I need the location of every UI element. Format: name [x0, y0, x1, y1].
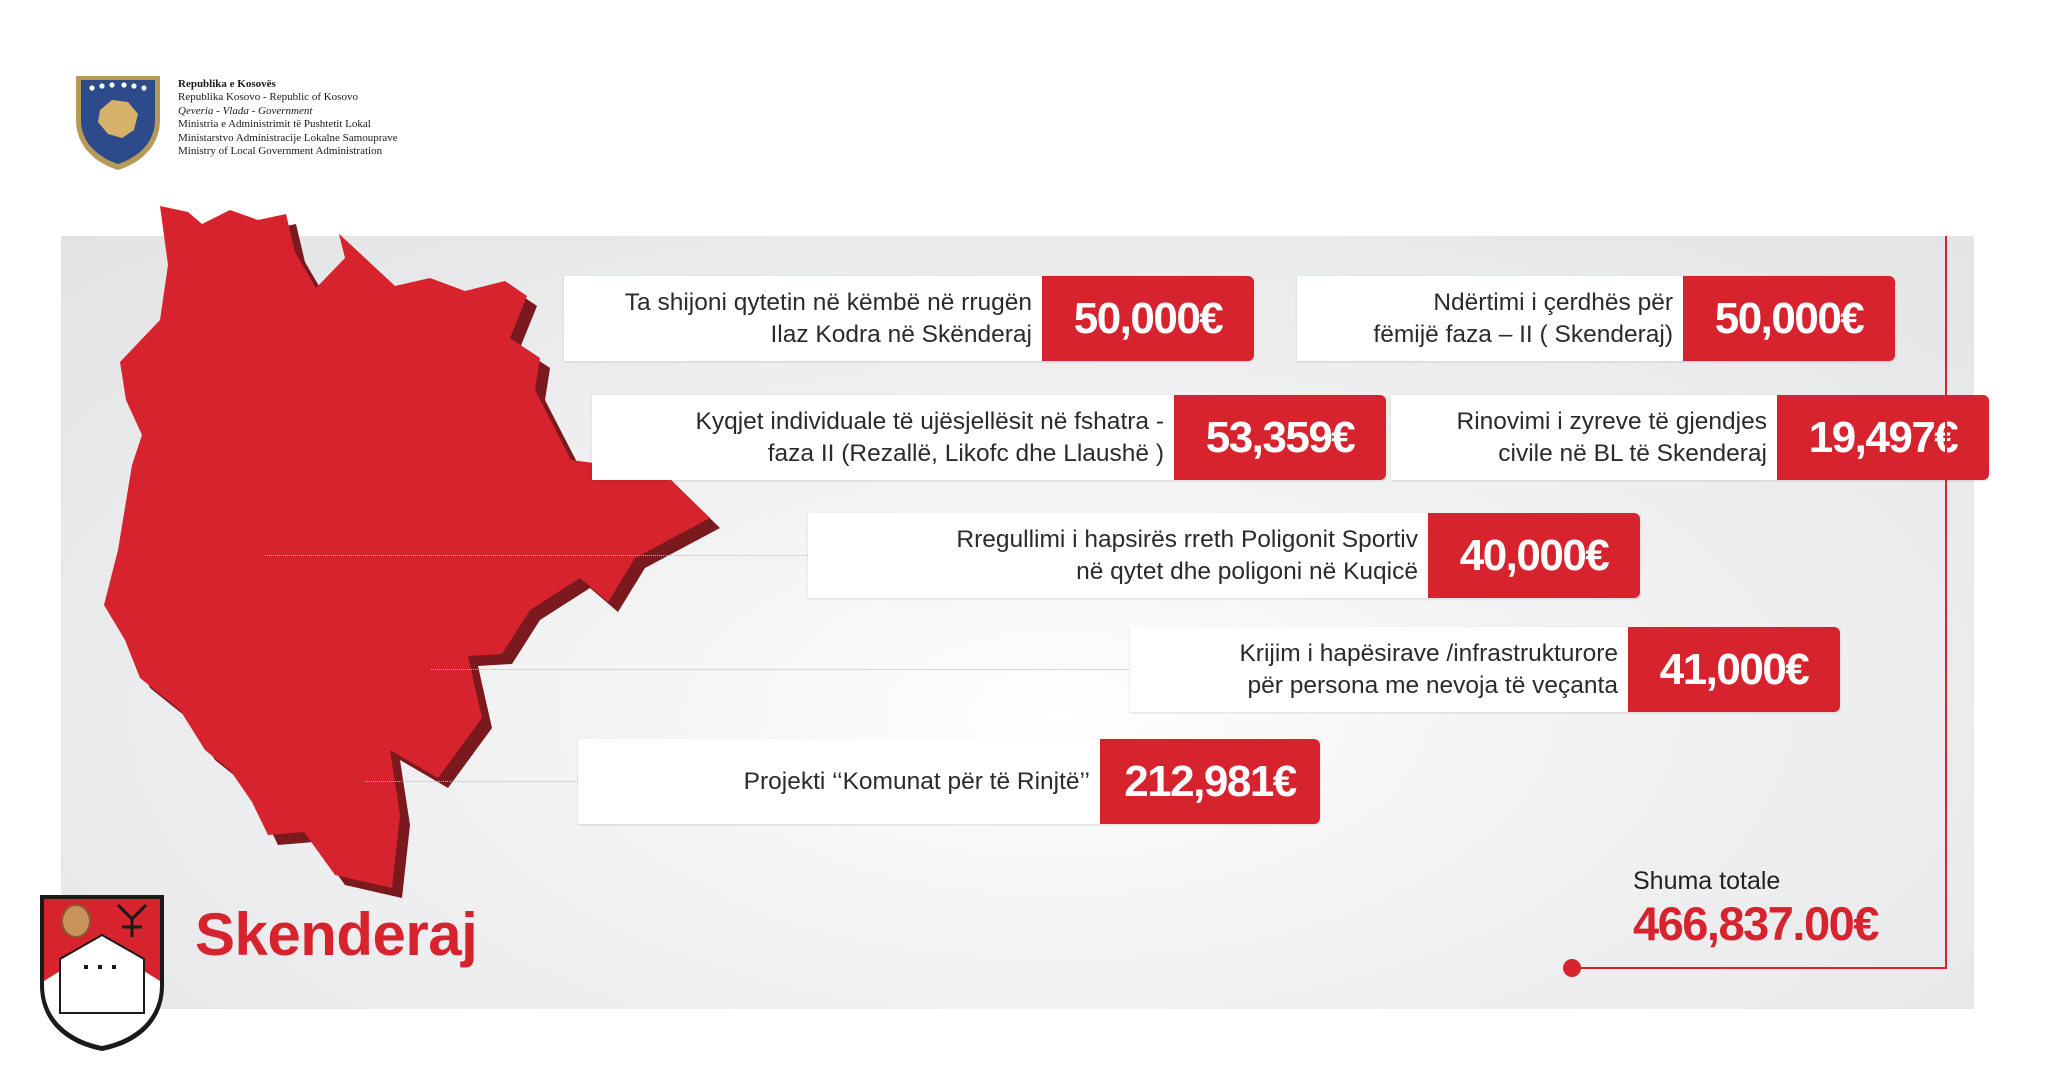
project-amount: 19,497€ [1777, 395, 1989, 480]
project-item [564, 276, 1254, 361]
total-label: Shuma totale [1633, 867, 1781, 895]
gov-line: Ministria e Administrimit të Pushtetit Lokal [178, 118, 371, 131]
project-amount: 50,000€ [1042, 276, 1254, 361]
project-text-line: civile në BL të Skenderaj [1498, 439, 1767, 467]
project-text-line: për persona me nevoja të veçanta [1247, 671, 1618, 699]
project-description [564, 276, 1042, 361]
gov-line: Qeveria - Vlada - Government [178, 104, 313, 117]
project-text-line: Rregullimi i hapsirës rreth Poligonit Sportiv [956, 525, 1418, 553]
project-item [1297, 276, 1895, 361]
project-item [808, 513, 1640, 598]
project-text-line: fëmijë faza – II ( Skenderaj) [1373, 320, 1673, 348]
connector-dot [359, 779, 364, 784]
project-description [1130, 627, 1628, 712]
gov-line: Republika Kosovo - Republic of Kosovo [178, 91, 358, 104]
gov-line: Ministarstvo Administracije Lokalne Samouprave [178, 131, 398, 144]
project-text-line: Kyqjet individuale të ujësjellësit në fshatra - [695, 407, 1164, 435]
project-description [1297, 276, 1683, 361]
project-description [808, 513, 1428, 598]
project-text-line: Krijim i hapësirave /infrastrukturore [1239, 639, 1618, 667]
project-amount: 212,981€ [1100, 739, 1320, 824]
project-text-line: faza II (Rezallë, Likofc dhe Llaushë ) [767, 439, 1164, 467]
connector-dot [259, 553, 264, 558]
connector-line [262, 555, 808, 556]
project-amount: 41,000€ [1628, 627, 1840, 712]
project-amount: 50,000€ [1683, 276, 1895, 361]
gov-line: Republika e Kosovës [178, 78, 276, 90]
project-text-line: në qytet dhe poligoni në Kuqicë [1076, 557, 1418, 585]
project-description [578, 739, 1100, 824]
project-text-line: Projekti ‘‘Komunat për të Rinjtë’’ [743, 767, 1090, 795]
total-value: 466,837.00€ [1633, 897, 1878, 950]
project-item [592, 395, 1386, 480]
connector-line [428, 669, 1130, 670]
project-description [1391, 395, 1777, 480]
project-amount: 40,000€ [1428, 513, 1640, 598]
project-item [578, 739, 1320, 824]
project-item [1130, 627, 1840, 712]
gov-line: Ministry of Local Government Administration [178, 145, 383, 158]
municipality-name: Skenderaj [195, 901, 478, 968]
project-item [1391, 395, 1989, 480]
connector-line [362, 781, 578, 782]
project-description [592, 395, 1174, 480]
project-text-line: Ilaz Kodra në Skënderaj [770, 320, 1032, 348]
skenderaj-coat-of-arms-icon [38, 893, 166, 1053]
project-text-line: Rinovimi i zyreve të gjendjes [1456, 407, 1767, 435]
project-text-line: Ta shijoni qytetin në këmbë në rrugën [624, 288, 1032, 316]
project-text-line: Ndërtimi i çerdhës për [1433, 288, 1673, 316]
connector-dot [425, 667, 430, 672]
project-amount: 53,359€ [1174, 395, 1386, 480]
